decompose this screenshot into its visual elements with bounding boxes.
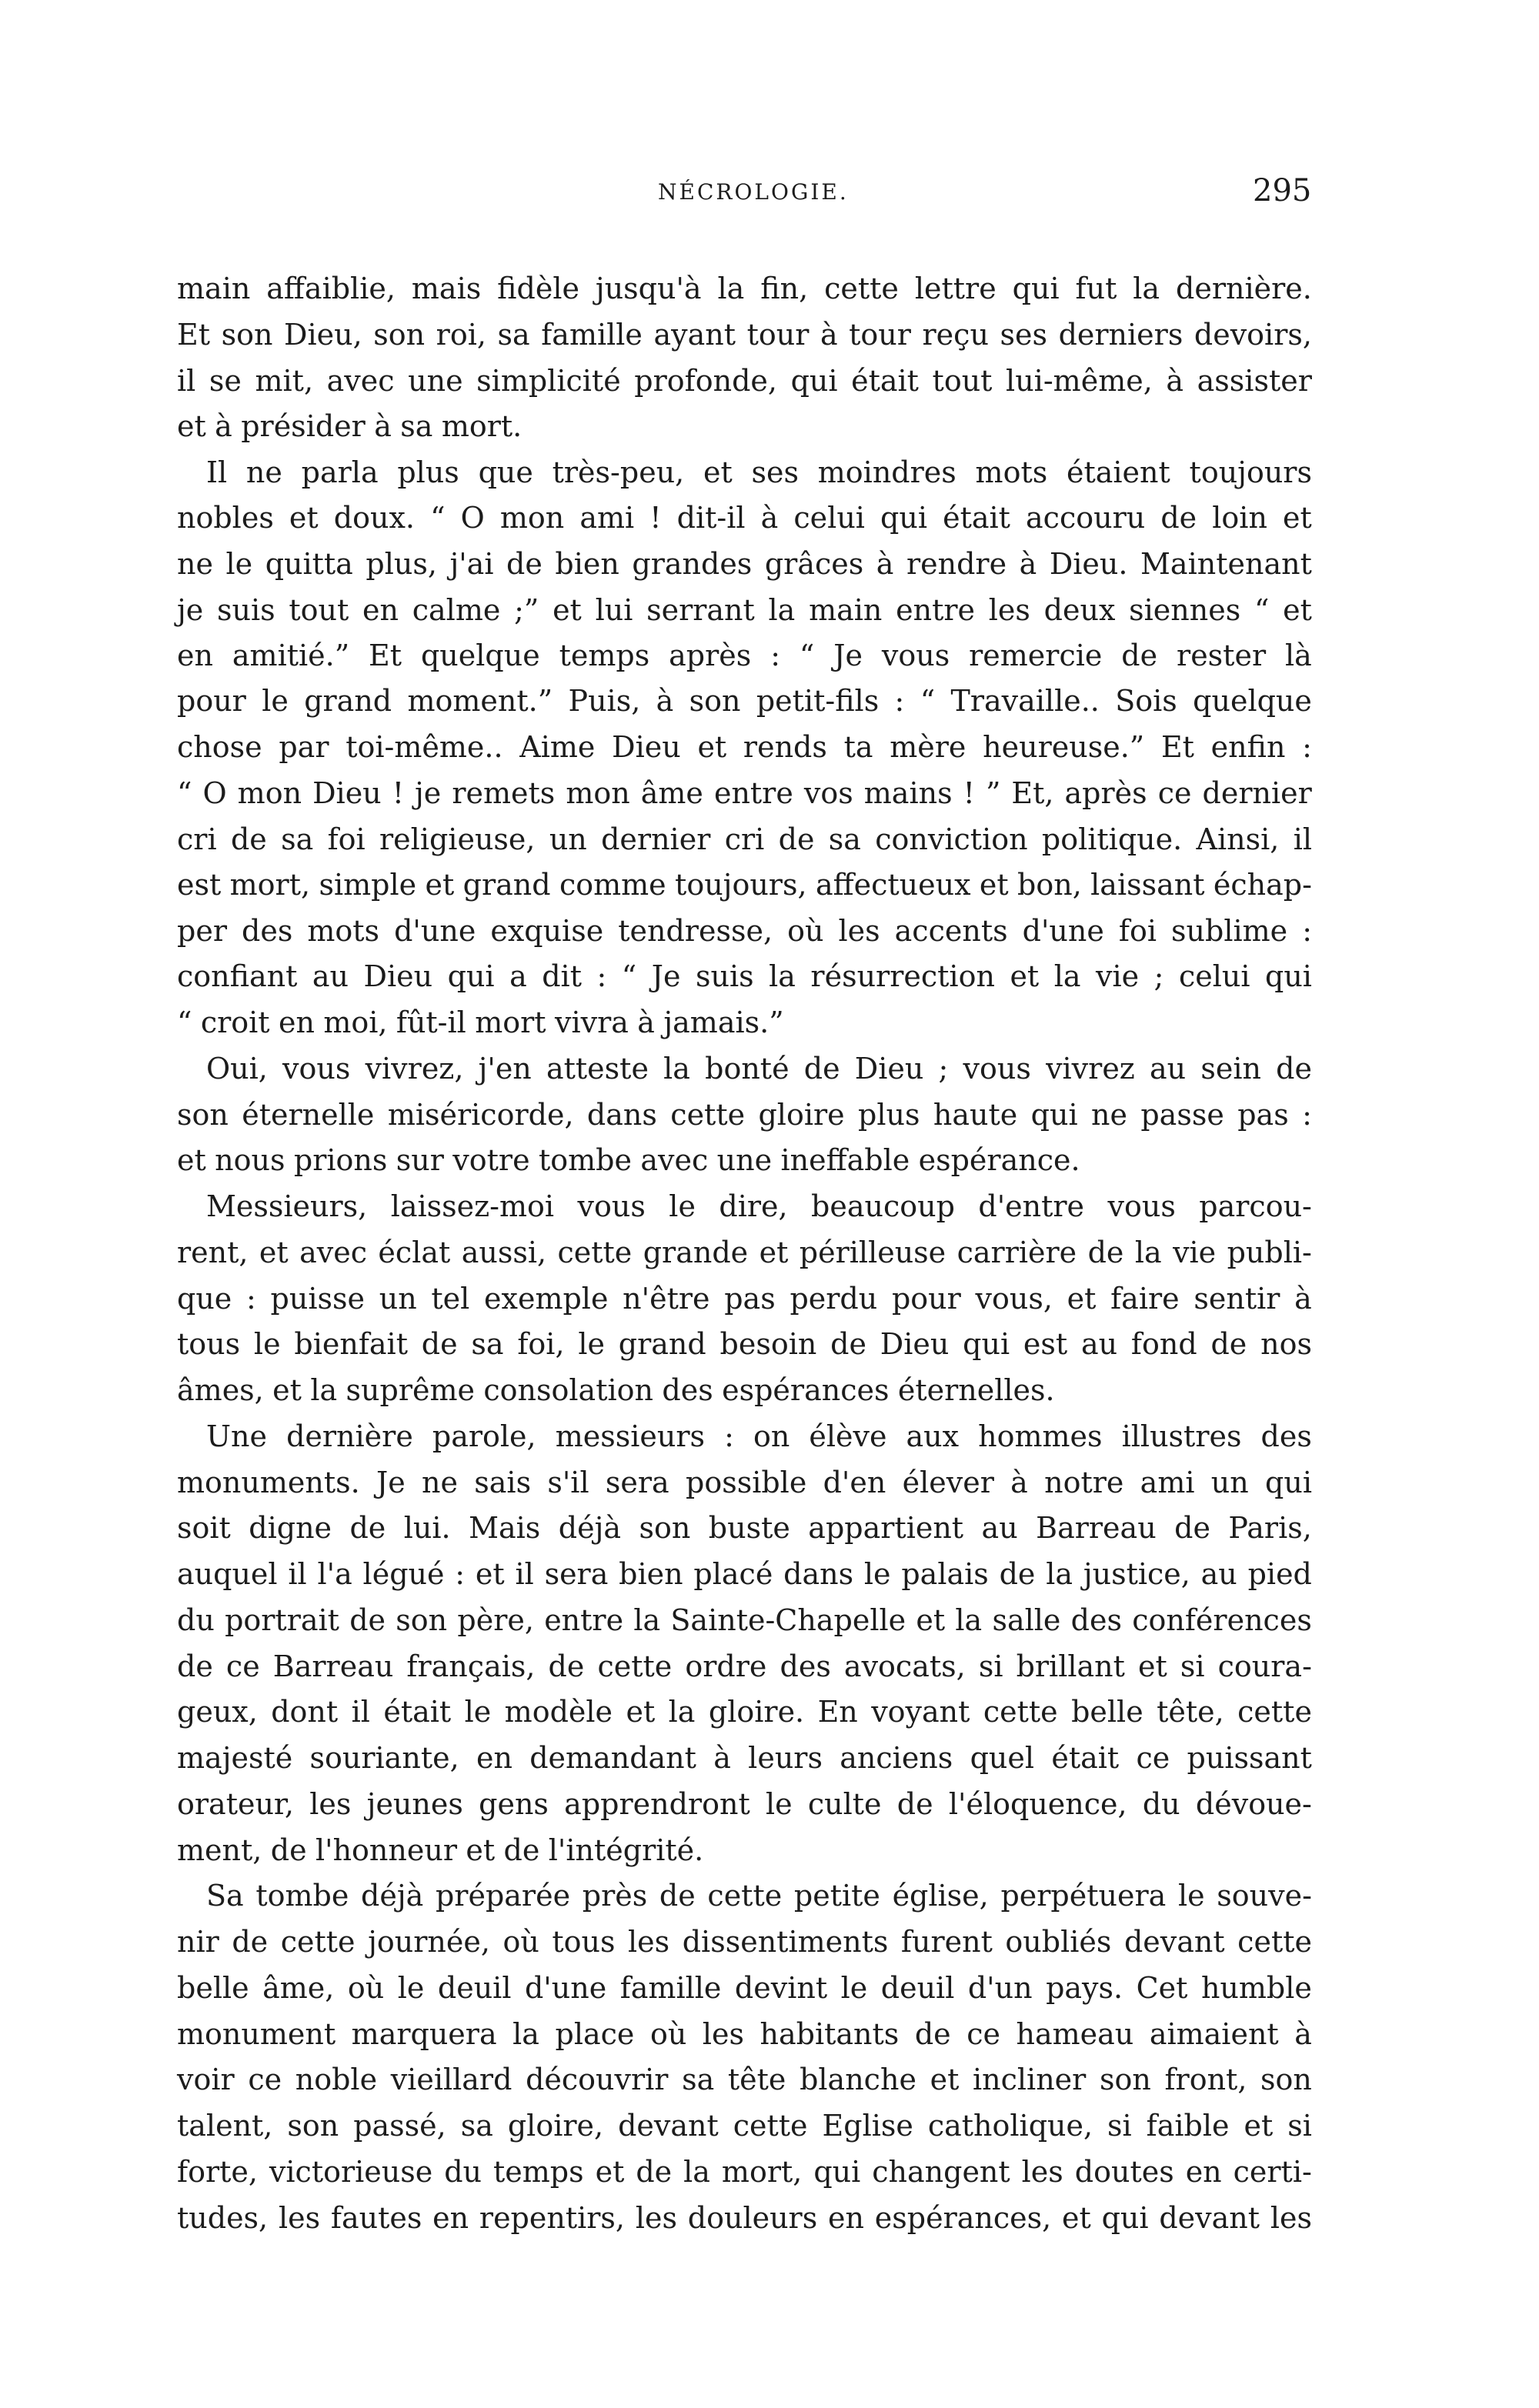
text-line: confiant au Dieu qui a dit : “ Je suis la résurrection et la vie ; celui qui <box>177 959 1312 993</box>
text-line: majesté souriante, en demandant à leurs anciens quel était ce puissant <box>177 1741 1312 1775</box>
text-line: talent, son passé, sa gloire, devant cette Eglise catholique, si faible et si <box>177 2109 1312 2143</box>
text-line: “ croit en moi, fût-il mort vivra à jamais.” <box>177 1006 784 1039</box>
text-line: que : puisse un tel exemple n'être pas perdu pour vous, et faire sentir à <box>177 1282 1312 1316</box>
text-line: Messieurs, laissez-moi vous le dire, beaucoup d'entre vous parcou- <box>206 1189 1312 1223</box>
text-line: son éternelle miséricorde, dans cette gloire plus haute qui ne passe pas : <box>177 1098 1312 1132</box>
text-line: voir ce noble vieillard découvrir sa tête blanche et incliner son front, son <box>177 2063 1312 2096</box>
running-title: NÉCROLOGIE. <box>658 179 849 205</box>
text-line: monument marquera la place où les habitants de ce hameau aimaient à <box>177 2017 1312 2051</box>
text-line: auquel il l'a légué : et il sera bien placé dans le palais de la justice, au pied <box>177 1557 1312 1591</box>
text-line: est mort, simple et grand comme toujours, affectueux et bon, laissant échap- <box>177 868 1312 902</box>
text-line: nobles et doux. “ O mon ami ! dit-il à celui qui était accouru de loin et <box>177 501 1312 535</box>
text-line: tous le bienfait de sa foi, le grand besoin de Dieu qui est au fond de nos <box>177 1327 1312 1361</box>
text-line: Une dernière parole, messieurs : on élève aux hommes illustres des <box>206 1419 1312 1453</box>
text-line: monuments. Je ne sais s'il sera possible d'en élever à notre ami un qui <box>177 1466 1312 1499</box>
text-line: du portrait de son père, entre la Sainte-Chapelle et la salle des conférences <box>177 1603 1312 1637</box>
text-line: tudes, les fautes en repentirs, les douleurs en espérances, et qui devant les <box>177 2201 1312 2235</box>
text-line: en amitié.” Et quelque temps après : “ Je vous remercie de rester là <box>177 639 1312 672</box>
text-line: je suis tout en calme ;” et lui serrant la main entre les deux siennes “ et <box>177 593 1312 627</box>
text-line: Oui, vous vivrez, j'en atteste la bonté de Dieu ; vous vivrez au sein de <box>206 1052 1312 1086</box>
text-line: Il ne parla plus que très-peu, et ses moindres mots étaient toujours <box>206 455 1312 489</box>
text-line: pour le grand moment.” Puis, à son petit-fils : “ Travaille.. Sois quelque <box>177 684 1312 718</box>
text-line: nir de cette journée, où tous les dissentiments furent oubliés devant cette <box>177 1925 1312 1959</box>
text-line: ment, de l'honneur et de l'intégrité. <box>177 1833 704 1867</box>
text-line: Sa tombe déjà préparée près de cette petite église, perpétuera le souve- <box>206 1879 1312 1913</box>
text-line: soit digne de lui. Mais déjà son buste appartient au Barreau de Paris, <box>177 1511 1312 1545</box>
text-line: per des mots d'une exquise tendresse, où les accents d'une foi sublime : <box>177 914 1312 948</box>
text-line: ne le quitta plus, j'ai de bien grandes grâces à rendre à Dieu. Maintenant <box>177 547 1312 581</box>
text-line: main affaiblie, mais fidèle jusqu'à la fin, cette lettre qui fut la dernière. <box>177 272 1312 305</box>
text-line: geux, dont il était le modèle et la gloire. En voyant cette belle tête, cette <box>177 1695 1312 1729</box>
text-line: et nous prions sur votre tombe avec une ineffable espérance. <box>177 1143 1080 1177</box>
text-line: et à présider à sa mort. <box>177 409 522 443</box>
text-line: de ce Barreau français, de cette ordre des avocats, si brillant et si coura- <box>177 1649 1312 1683</box>
running-head <box>0 173 1539 219</box>
text-line: forte, victorieuse du temps et de la mort, qui changent les doutes en certi- <box>177 2155 1312 2189</box>
text-line: rent, et avec éclat aussi, cette grande et périlleuse carrière de la vie publi- <box>177 1236 1312 1269</box>
text-line: âmes, et la suprême consolation des espérances éternelles. <box>177 1373 1055 1407</box>
text-line: “ O mon Dieu ! je remets mon âme entre vos mains ! ” Et, après ce dernier <box>177 776 1312 810</box>
text-line: Et son Dieu, son roi, sa famille ayant tour à tour reçu ses derniers devoirs, <box>177 318 1312 352</box>
text-line: cri de sa foi religieuse, un dernier cri de sa conviction politique. Ainsi, il <box>177 822 1312 856</box>
text-line: orateur, les jeunes gens apprendront le culte de l'éloquence, du dévoue- <box>177 1787 1312 1821</box>
text-line: belle âme, où le deuil d'une famille devint le deuil d'un pays. Cet humble <box>177 1971 1312 2005</box>
text-line: chose par toi-même.. Aime Dieu et rends ta mère heureuse.” Et enfin : <box>177 730 1312 764</box>
text-line: il se mit, avec une simplicité profonde, qui était tout lui-même, à assister <box>177 364 1312 398</box>
page-number: 295 <box>1253 173 1312 208</box>
